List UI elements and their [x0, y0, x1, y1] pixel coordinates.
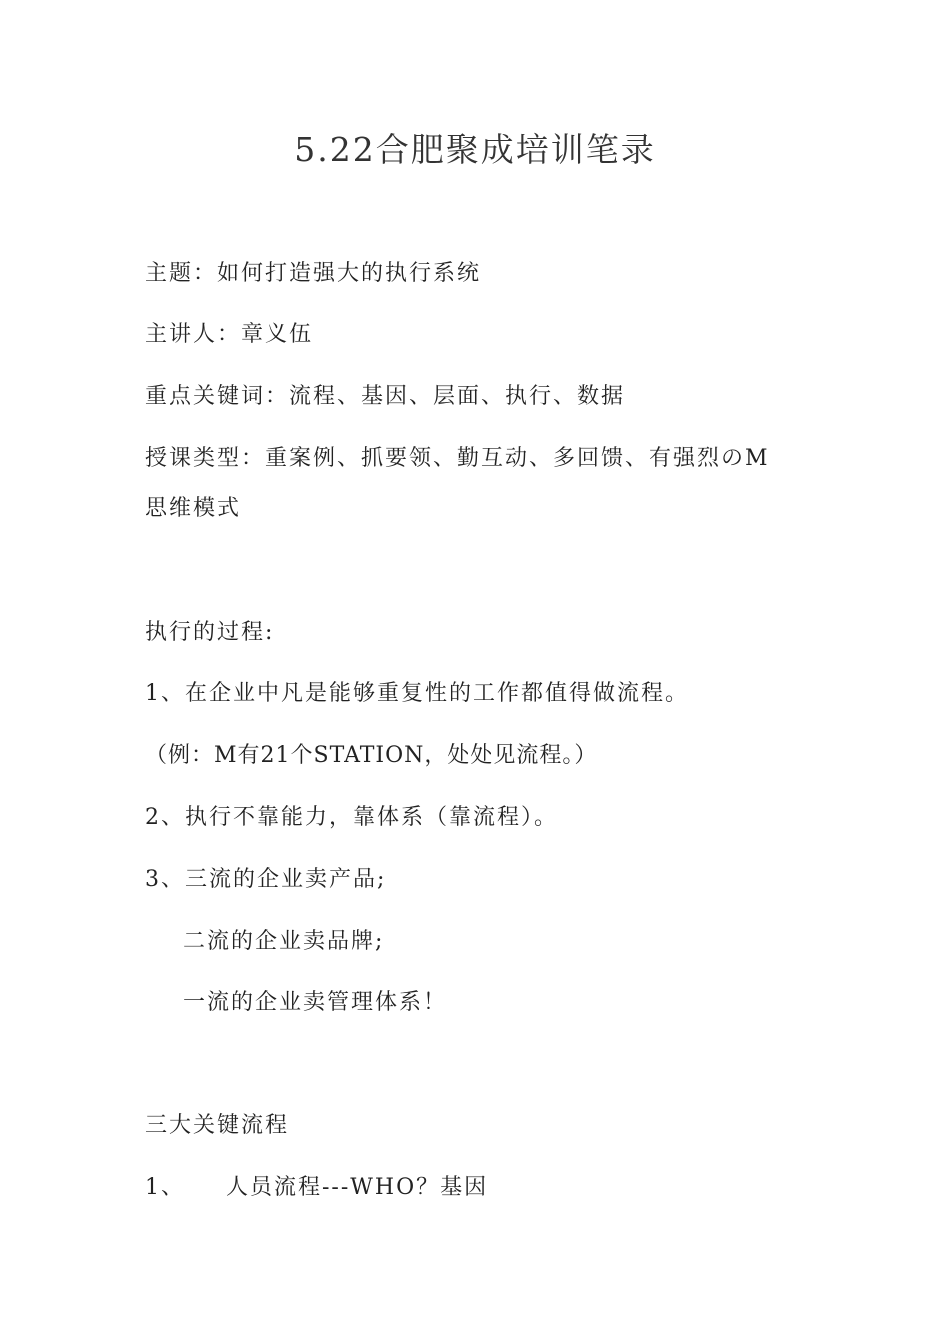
- key-process-item-1-text: 人员流程---WHO？基因: [226, 1175, 489, 1200]
- list-item-3-first-tier: 一流的企业卖管理体系！: [183, 990, 448, 1015]
- section-heading-key-processes: 三大关键流程: [145, 1113, 290, 1138]
- course-type-line-continued: 思维模式: [145, 496, 242, 521]
- speaker-line: 主讲人：章义伍: [145, 322, 314, 347]
- document-title: 5.22合肥聚成培训笔录: [294, 130, 656, 169]
- list-item-3: 3、三流的企业卖产品;: [145, 867, 387, 892]
- list-item-2: 2、执行不靠能力，靠体系（靠流程）。: [145, 805, 558, 830]
- list-item-1: 1、在企业中凡是能够重复性的工作都值得做流程。: [145, 681, 689, 706]
- list-item-1-example: （例：M有21个STATION，处处见流程。）: [145, 743, 598, 768]
- section-heading-execution-process: 执行的过程:: [145, 620, 275, 645]
- keywords-line: 重点关键词：流程、基因、层面、执行、数据: [145, 384, 626, 409]
- list-item-3-second-tier: 二流的企业卖品牌;: [183, 929, 385, 954]
- course-type-line: 授课类型：重案例、抓要领、勤互动、多回馈、有强烈のM: [145, 446, 770, 471]
- topic-line: 主题：如何打造强大的执行系统: [145, 261, 482, 286]
- key-process-item-1-number: 1、: [145, 1175, 185, 1200]
